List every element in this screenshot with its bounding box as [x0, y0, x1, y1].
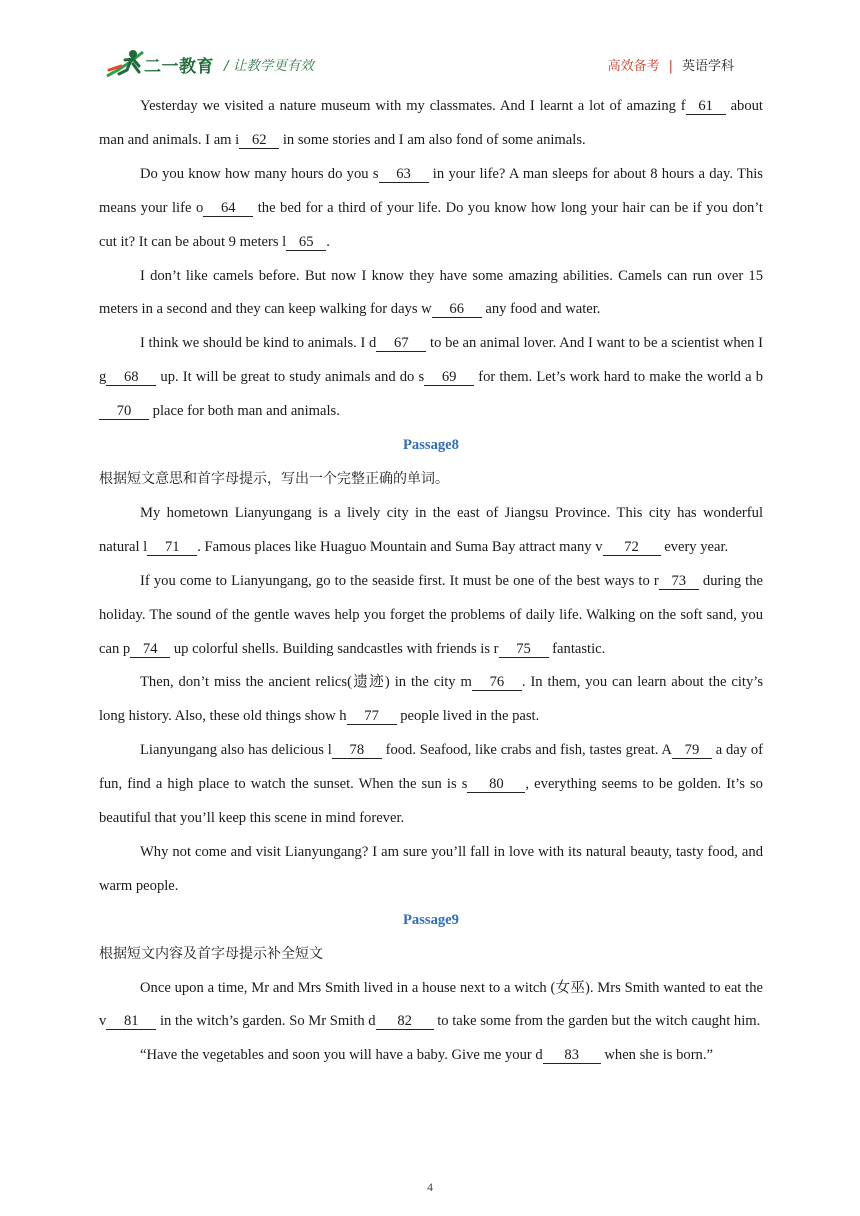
text-run: during the holiday. The sound of the gentle waves help you forget the problems of daily life. Walking on the soft sand, you can p	[99, 572, 763, 657]
blank-77[interactable]: 77	[347, 708, 397, 725]
text-run: up colorful shells. Building sandcastles with friends is r	[170, 640, 499, 657]
blank-78[interactable]: 78	[332, 742, 382, 759]
blank-67[interactable]: 67	[376, 335, 426, 352]
paragraph	[99, 1039, 763, 1073]
blank-72[interactable]: 72	[603, 539, 661, 556]
text-run: to be an animal lover. And I want to be a scientist when I g	[99, 335, 763, 386]
text-run: . Famous places like Huaguo Mountain and Suma Bay attract many v	[197, 538, 603, 555]
text-run: the bed for a third of your life. Do you know how long your hair can be if you don’t cut it? It can be about 9 meters l	[99, 199, 763, 250]
text-run: fantastic.	[548, 640, 606, 657]
text-run: in your life? A man sleeps for about 8 hours a day. This means your life o	[99, 165, 763, 216]
text-run: food. Seafood, like crabs and fish, tastes great. A	[381, 742, 672, 759]
text-run: about man and animals. I am i	[99, 98, 763, 148]
text-run: when she is born.”	[600, 1047, 713, 1064]
blank-63[interactable]: 63	[379, 166, 429, 183]
blank-68[interactable]: 68	[106, 369, 156, 386]
page-number: 4	[427, 1180, 433, 1194]
text-run: in the witch’s garden. So Mr Smith d	[156, 1013, 376, 1030]
text-run: every year.	[660, 538, 729, 555]
paragraph	[99, 327, 763, 429]
header-tagline: 高效备考	[607, 59, 660, 74]
blank-75[interactable]: 75	[499, 641, 549, 658]
text-run: “Have the vegetables and soon you will have a baby. Give me your d	[140, 1047, 543, 1064]
text-run: Once upon a time, Mr and Mrs Smith lived in a house next to a witch (女巫). Mrs Smith wanted to eat the v	[99, 979, 763, 1030]
text-run: in some stories and I am also fond of some animals.	[279, 131, 586, 148]
text-run: . In them, you can learn about the city’s long history. Also, these old things show h	[99, 674, 764, 725]
document-body	[99, 90, 763, 1073]
text-run: up. It will be great to study animals and do s	[156, 369, 425, 386]
header-subject: 英语学科	[681, 59, 734, 74]
paragraph: Why not come and visit Lianyungang? I am sure you’ll fall in love with its natural beauty, tasty food, and warm people.	[99, 843, 763, 894]
header-separator: |	[668, 59, 673, 74]
text-run: to take some from the garden but the witch caught him.	[433, 1013, 761, 1030]
text-run: Do you know how many hours do you s	[140, 165, 379, 182]
page-header	[0, 0, 860, 88]
text-run: Then, don’t miss the ancient relics(遗迹) in the city m	[140, 674, 472, 691]
brand-name: 二一教育	[144, 57, 214, 77]
paragraph	[99, 734, 763, 836]
blank-70[interactable]: 70	[99, 403, 149, 420]
blank-71[interactable]: 71	[147, 539, 197, 556]
blank-76[interactable]: 76	[472, 674, 522, 691]
brand-slogan: / 让教学更有效	[224, 58, 314, 74]
text-run: people lived in the past.	[396, 708, 540, 725]
blank-81[interactable]: 81	[106, 1013, 156, 1030]
text-run: My hometown Lianyungang is a lively city in the east of Jiangsu Province. This city has wonderful natural l	[99, 504, 763, 555]
paragraph	[99, 90, 763, 158]
paragraph	[99, 565, 763, 667]
blank-69[interactable]: 69	[424, 369, 474, 386]
text-run: Yesterday we visited a nature museum with my classmates. And I learnt a lot of amazing f	[140, 98, 686, 114]
blank-82[interactable]: 82	[376, 1013, 434, 1030]
text-run: place for both man and animals.	[149, 403, 340, 420]
blank-62[interactable]: 62	[239, 132, 279, 149]
blank-65[interactable]: 65	[286, 234, 326, 251]
paragraph	[99, 972, 763, 1040]
blank-66[interactable]: 66	[432, 301, 482, 318]
text-run: , everything seems to be golden. It’s so beautiful that you’ll keep this scene in mind forever.	[99, 776, 763, 827]
paragraph	[99, 666, 763, 734]
text-run: for them. Let’s work hard to make the world a b	[474, 369, 763, 386]
paragraph	[99, 260, 763, 328]
text-run: I think we should be kind to animals. I d	[140, 335, 377, 352]
text-run: a day of fun, find a high place to watch the sunset. When the sun is s	[99, 742, 763, 793]
instruction: 根据短文意思和首字母提示，写出一个完整正确的单词。	[99, 470, 449, 487]
instruction: 根据短文内容及首字母提示补全短文	[99, 945, 323, 962]
text-run: Lianyungang also has delicious l	[140, 742, 332, 759]
blank-74[interactable]: 74	[130, 641, 170, 658]
text-run: I don’t like camels before. But now I know they have some amazing abilities. Camels can run over 15 meters in a second and they can keep walking for days w	[99, 267, 763, 318]
blank-83[interactable]: 83	[543, 1047, 601, 1064]
passage-title: Passage8	[403, 437, 459, 454]
text-run: If you come to Lianyungang, go to the seaside first. It must be one of the best ways to r	[140, 572, 659, 589]
blank-80[interactable]: 80	[467, 776, 525, 793]
blank-64[interactable]: 64	[203, 200, 253, 217]
text-run: any food and water.	[481, 301, 601, 318]
blank-79[interactable]: 79	[672, 742, 712, 759]
blank-73[interactable]: 73	[659, 573, 699, 590]
paragraph	[99, 158, 763, 260]
paragraph	[99, 497, 763, 565]
blank-61[interactable]: 61	[686, 98, 726, 115]
passage-title: Passage9	[403, 911, 459, 928]
text-run: .	[326, 233, 330, 250]
header-right	[608, 55, 734, 74]
